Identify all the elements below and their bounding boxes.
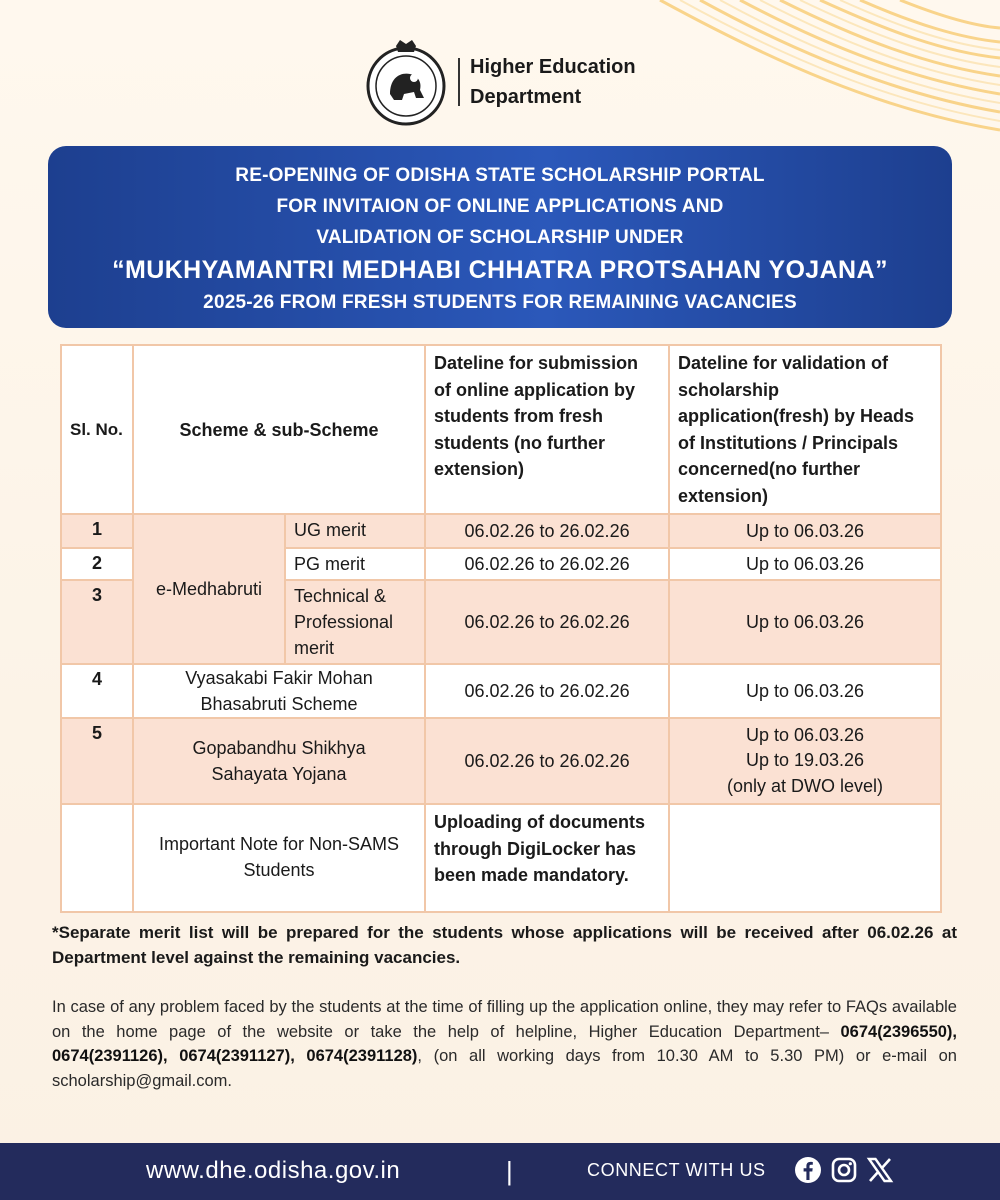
scheme-group-cell: e-Medhabruti [133, 514, 285, 664]
header-scheme: Scheme & sub-Scheme [133, 345, 425, 514]
banner-line-3: VALIDATION OF SCHOLARSHIP UNDER [316, 227, 684, 248]
header-validation-deadline: Dateline for validation of scholarship application(fresh) by Heads of Institutions / Principals concerned(no further extension) [669, 345, 941, 514]
row-sl: 2 [61, 548, 133, 580]
validation-cell: Up to 06.03.26 [669, 664, 941, 718]
social-icons [794, 1156, 894, 1184]
validation-cell: Up to 06.03.26 [669, 580, 941, 664]
validation-cell [669, 718, 941, 804]
row-sl: 4 [61, 664, 133, 718]
department-name [470, 52, 636, 112]
table-row [61, 718, 941, 804]
table-row [61, 664, 941, 718]
submission-cell: 06.02.26 to 26.02.26 [425, 580, 669, 664]
merit-list-note: *Separate merit list will be prepared for the students whose applications will be received after 06.02.26 at Department level against the remaining vacancies. [52, 923, 957, 967]
title-banner [48, 146, 952, 328]
x-icon[interactable] [866, 1156, 894, 1184]
helpline-numbers: 0674(2396550), 0674(2391126), 0674(2391127), 0674(2391128) [52, 1022, 957, 1065]
header-sl-no: Sl. No. [61, 345, 133, 514]
validation-line-1: Up to 06.03.26 [745, 724, 865, 745]
instagram-icon[interactable] [830, 1156, 858, 1184]
sub-scheme-cell: PG merit [285, 548, 425, 580]
sub-scheme-cell: Technical & Professional merit [285, 580, 425, 664]
validation-line-2: Up to 19.03.26 [745, 750, 865, 771]
digilocker-note: Uploading of documents through DigiLocker has been made mandatory. [425, 804, 669, 912]
submission-cell: 06.02.26 to 26.02.26 [425, 548, 669, 580]
validation-line-3: (only at DWO level) [726, 775, 884, 796]
submission-cell: 06.02.26 to 26.02.26 [425, 718, 669, 804]
validation-cell [669, 804, 941, 912]
row-sl: 3 [61, 580, 133, 664]
row-sl: 5 [61, 718, 133, 804]
helpline-outro: , (on all working days from 10.30 AM to 5.30 PM) or e-mail on scholarship@gmail.com. [52, 1047, 957, 1090]
scheme-cell: Vyasakabi Fakir Mohan Bhasabruti Scheme [133, 664, 425, 718]
helpline-intro: In case of any problem faced by the students at the time of filling up the application online, they may refer to FAQs available on the home page of the website or take the help of helpline, Higher Education Department– [52, 998, 957, 1041]
validation-cell: Up to 06.03.26 [669, 548, 941, 580]
connect-label: CONNECT WITH US [587, 1160, 766, 1180]
schedule-table [60, 344, 942, 913]
department-name-line1: Higher Education [470, 56, 636, 78]
table-row [61, 514, 941, 548]
department-header [360, 34, 680, 130]
banner-line-5: 2025-26 FROM FRESH STUDENTS FOR REMAINING VACANCIES [203, 292, 797, 313]
helpline-note [52, 995, 957, 1093]
footer-bar [0, 1143, 1000, 1200]
header-divider [458, 58, 460, 106]
validation-cell: Up to 06.03.26 [669, 514, 941, 548]
website-link[interactable]: www.dhe.odisha.gov.in [146, 1157, 401, 1184]
sub-scheme-cell: UG merit [285, 514, 425, 548]
row-sl: 1 [61, 514, 133, 548]
scheme-cell: Gopabandhu Shikhya Sahayata Yojana [133, 718, 425, 804]
important-note-label: Important Note for Non-SAMS Students [133, 804, 425, 912]
department-name-line2: Department [470, 86, 582, 108]
row-sl [61, 804, 133, 912]
banner-line-1: RE-OPENING OF ODISHA STATE SCHOLARSHIP PORTAL [235, 165, 765, 186]
submission-cell: 06.02.26 to 26.02.26 [425, 514, 669, 548]
table-row [61, 804, 941, 912]
banner-line-2: FOR INVITAION OF ONLINE APPLICATIONS AND [276, 196, 724, 217]
header-submission-deadline: Dateline for submission of online application by students from fresh students (no further extension) [425, 345, 669, 514]
footer-separator: | [506, 1156, 513, 1186]
table-header-row [61, 345, 941, 514]
facebook-icon[interactable] [794, 1156, 822, 1184]
odisha-emblem-icon [360, 36, 452, 128]
banner-scheme-title: “MUKHYAMANTRI MEDHABI CHHATRA PROTSAHAN YOJANA” [112, 256, 888, 284]
submission-cell: 06.02.26 to 26.02.26 [425, 664, 669, 718]
schedule-table-wrapper [60, 344, 940, 913]
